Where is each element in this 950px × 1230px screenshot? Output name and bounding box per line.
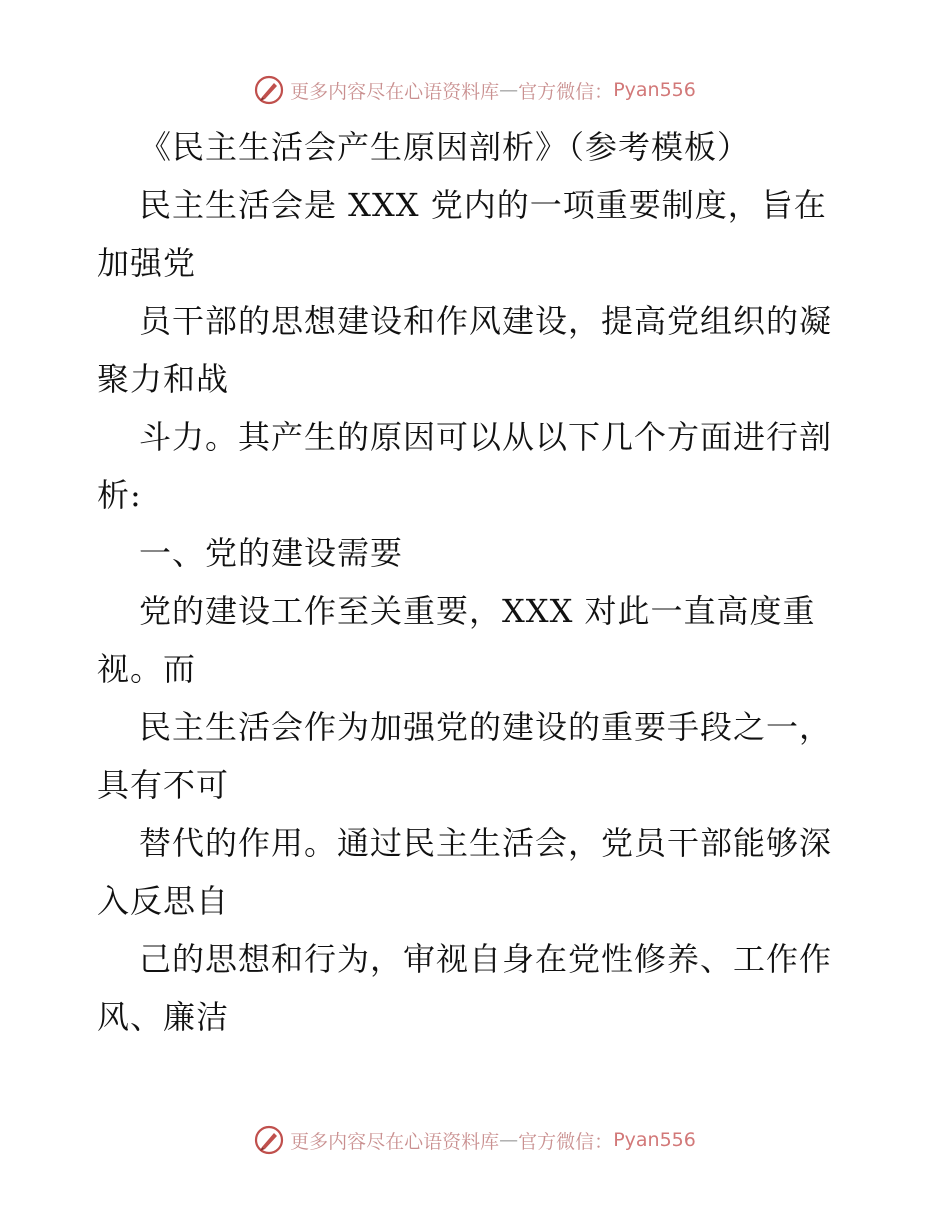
paragraph-line: 视。而 (97, 650, 197, 688)
paragraph-line: 斗力。其产生的原因可以从以下几个方面进行剖 (139, 418, 833, 456)
footer-watermark (0, 1120, 950, 1160)
quill-pen-logo-icon (254, 75, 284, 105)
watermark-id: Pyan556 (613, 1129, 696, 1151)
document-title: 《民主生活会产生原因剖析》（参考模板） (139, 128, 751, 166)
watermark-suffix: 官方微信： (518, 80, 614, 103)
quill-pen-logo-icon (254, 1125, 284, 1155)
watermark-separator: — (499, 79, 519, 101)
paragraph-line: 风、廉洁 (97, 998, 230, 1036)
paragraph-line: 具有不可 (97, 766, 230, 804)
paragraph-line: 己的思想和行为，审视自身在党性修养、工作作 (139, 940, 833, 978)
watermark-text: 更多内容尽在心语资料库 (290, 1130, 500, 1153)
paragraph-line: 民主生活会是 XXX 党内的一项重要制度，旨在 (139, 186, 827, 224)
watermark-id: Pyan556 (613, 79, 696, 101)
watermark-separator: — (499, 1129, 519, 1151)
paragraph-line: 聚力和战 (97, 360, 230, 398)
paragraph-line: 员干部的思想建设和作风建设，提高党组织的凝 (139, 302, 833, 340)
watermark-text: 更多内容尽在心语资料库 (290, 80, 500, 103)
watermark-suffix: 官方微信： (518, 1130, 614, 1153)
section-heading: 一、党的建设需要 (139, 534, 404, 572)
document-body (97, 118, 857, 1046)
paragraph-line: 析: (97, 476, 142, 514)
paragraph-line: 替代的作用。通过民主生活会，党员干部能够深 (139, 824, 833, 862)
header-watermark (0, 70, 950, 110)
paragraph-line: 民主生活会作为加强党的建设的重要手段之一， (139, 708, 833, 746)
paragraph-line: 党的建设工作至关重要，XXX 对此一直高度重 (139, 592, 816, 630)
paragraph-line: 入反思自 (97, 882, 230, 920)
paragraph-line: 加强党 (97, 244, 197, 282)
